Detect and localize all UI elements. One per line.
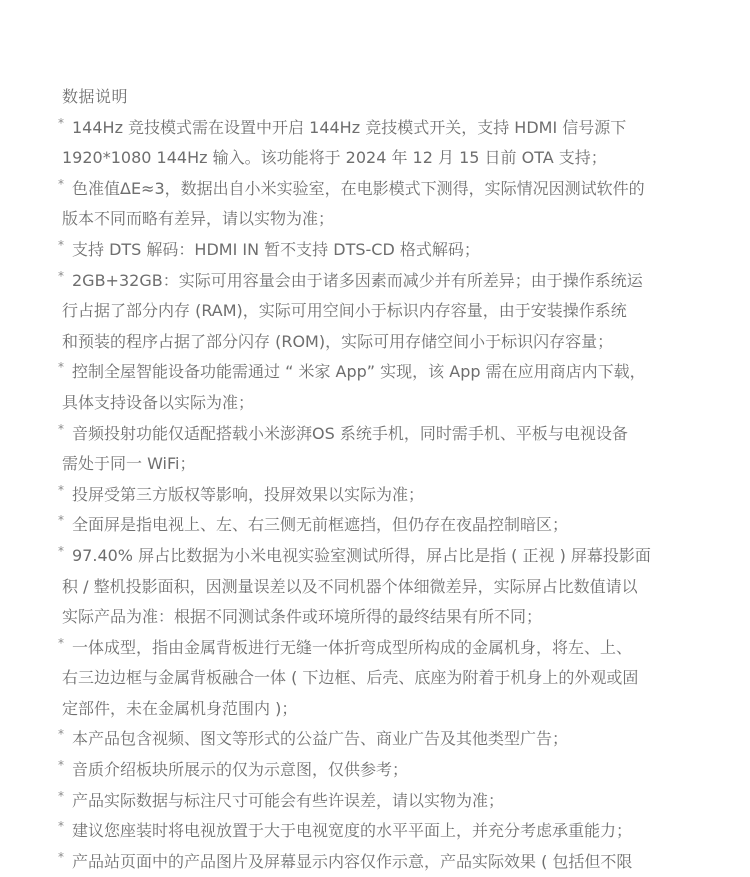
note-line: 音频投射功能仅适配搭载小米澎湃OS 系统手机，同时需手机、平板与电视设备 <box>72 423 628 443</box>
bullet-asterisk: * <box>58 513 64 528</box>
note-item <box>58 816 692 847</box>
note-line: 和预装的程序占据了部分闪存 (ROM)，实际可用存储空间小于标识闪存容量； <box>62 331 614 351</box>
section-title: 数据说明 <box>62 87 129 106</box>
note-line: 需处于同一 WiFi； <box>62 454 196 474</box>
note-line: 97.40% 屏占比数据为小米电视实验室测试所得，屏占比是指 ( 正视 ) 屏幕投影面 <box>72 545 651 565</box>
note-item <box>58 847 692 877</box>
note-item <box>58 174 692 235</box>
note-line: 积 / 整机投影面积，因测量误差以及不同机器个体细微差异，实际屏占比数值请以 <box>62 576 638 596</box>
note-line: 实际产品为准：根据不同测试条件或环境所得的最终结果有所不同； <box>62 607 543 627</box>
note-line: 1920*1080 144Hz 输入。该功能将于 2024 年 12 月 15 日前 OTA 支持； <box>62 148 607 168</box>
note-line: 全面屏是指电视上、左、右三侧无前框遮挡，但仍存在夜晶控制暗区； <box>72 515 569 535</box>
note-item <box>58 419 692 480</box>
note-item <box>58 724 692 755</box>
bullet-asterisk: * <box>58 237 64 252</box>
note-line: 2GB+32GB：实际可用容量会由于诸多因素而减少并有所差异；由于操作系统运 <box>72 270 643 290</box>
note-line: 版本不同而略有差异，请以实物为准； <box>62 209 335 229</box>
bullet-asterisk: * <box>58 482 64 497</box>
bullet-asterisk: * <box>58 268 64 283</box>
note-line: 产品站页面中的产品图片及屏幕显示内容仅作示意，产品实际效果 ( 包括但不限 <box>72 851 633 871</box>
note-line: 音质介绍板块所展示的仅为示意图，仅供参考； <box>72 760 409 780</box>
note-item <box>58 357 692 418</box>
bullet-asterisk: * <box>58 819 64 834</box>
bullet-asterisk: * <box>58 115 64 130</box>
bullet-asterisk: * <box>58 849 64 864</box>
note-line: 一体成型，指由金属背板进行无缝一体折弯成型所构成的金属机身，将左、上、 <box>72 637 633 657</box>
note-line: 行占据了部分内存 (RAM)，实际可用空间小于标识内存容量，由于安装操作系统 <box>62 301 627 321</box>
note-item <box>58 266 692 358</box>
note-item <box>58 786 692 817</box>
note-item <box>58 235 692 266</box>
note-line: 本产品包含视频、图文等形式的公益广告、商业广告及其他类型广告； <box>72 729 569 749</box>
note-line: 144Hz 竞技模式需在设置中开启 144Hz 竞技模式开关，支持 HDMI 信号源下 <box>72 117 627 137</box>
note-item <box>58 480 692 511</box>
note-item <box>58 755 692 786</box>
note-item <box>58 541 692 633</box>
notes-list <box>58 113 692 877</box>
note-line: 具体支持设备以实际为准； <box>62 392 255 412</box>
note-line: 控制全屋智能设备功能需通过 “ 米家 App” 实现，该 App 需在应用商店内下载， <box>72 362 646 382</box>
note-line: 定部件，未在金属机身范围内 )； <box>62 698 298 718</box>
bullet-asterisk: * <box>58 635 64 650</box>
note-line: 产品实际数据与标注尺寸可能会有些许误差，请以实物为准； <box>72 790 505 810</box>
bullet-asterisk: * <box>58 788 64 803</box>
note-item <box>58 113 692 174</box>
note-line: 支持 DTS 解码：HDMI IN 暂不支持 DTS-CD 格式解码； <box>72 239 480 259</box>
bullet-asterisk: * <box>58 758 64 773</box>
bullet-asterisk: * <box>58 176 64 191</box>
note-item <box>58 633 692 725</box>
note-line: 右三边边框与金属背板融合一体 ( 下边框、后壳、底座为附着于机身上的外观或固 <box>62 668 639 688</box>
bullet-asterisk: * <box>58 543 64 558</box>
bullet-asterisk: * <box>58 360 64 375</box>
bullet-asterisk: * <box>58 727 64 742</box>
note-line: 建议您座装时将电视放置于大于电视宽度的水平平面上，并充分考虑承重能力； <box>72 821 633 841</box>
note-item <box>58 510 692 541</box>
note-line: 色准值ΔE≈3，数据出自小米实验室，在电影模式下测得，实际情况因测试软件的 <box>72 178 645 198</box>
data-notes-section <box>58 82 692 877</box>
note-line: 投屏受第三方版权等影响，投屏效果以实际为准； <box>72 484 425 504</box>
bullet-asterisk: * <box>58 421 64 436</box>
